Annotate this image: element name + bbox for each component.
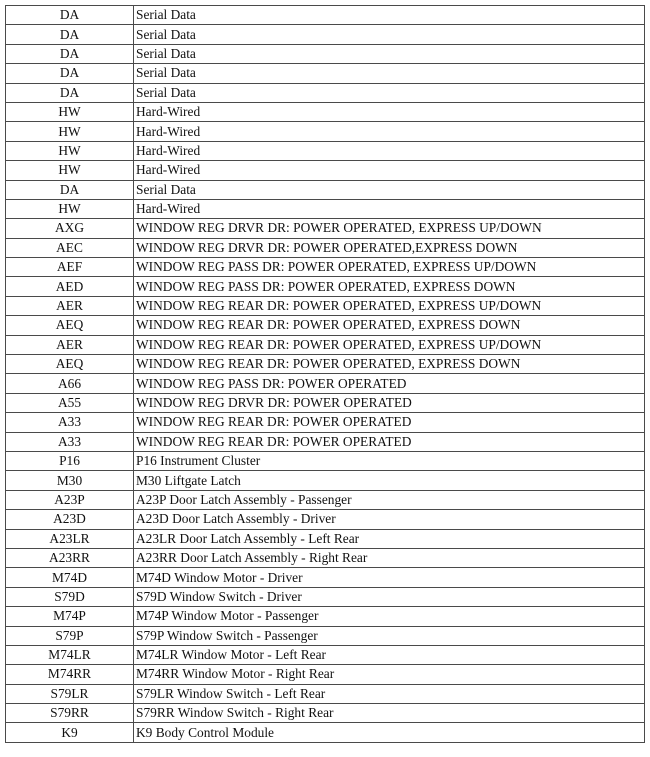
table-row — [6, 199, 645, 218]
row-code-cell: AEQ — [6, 316, 134, 335]
row-description-cell: S79LR Window Switch - Left Rear — [134, 684, 645, 703]
row-code-cell: A23D — [6, 510, 134, 529]
row-code-cell: S79D — [6, 587, 134, 606]
table-row — [6, 296, 645, 315]
row-description-cell: A23D Door Latch Assembly - Driver — [134, 510, 645, 529]
row-code-cell: A23RR — [6, 548, 134, 567]
row-description-cell: Hard-Wired — [134, 122, 645, 141]
row-description-cell: Hard-Wired — [134, 141, 645, 160]
row-description-cell: Serial Data — [134, 83, 645, 102]
row-description-cell: M74P Window Motor - Passenger — [134, 607, 645, 626]
row-description-cell: Serial Data — [134, 44, 645, 63]
table-row — [6, 626, 645, 645]
row-code-cell: M74D — [6, 568, 134, 587]
row-code-cell: DA — [6, 180, 134, 199]
row-description-cell: A23RR Door Latch Assembly - Right Rear — [134, 548, 645, 567]
table-row — [6, 64, 645, 83]
row-description-cell: WINDOW REG REAR DR: POWER OPERATED — [134, 413, 645, 432]
table-row — [6, 374, 645, 393]
row-code-cell: HW — [6, 161, 134, 180]
row-description-cell: WINDOW REG REAR DR: POWER OPERATED, EXPRESS UP/DOWN — [134, 335, 645, 354]
table-row — [6, 258, 645, 277]
row-description-cell: P16 Instrument Cluster — [134, 451, 645, 470]
table-row — [6, 704, 645, 723]
row-description-cell: WINDOW REG REAR DR: POWER OPERATED — [134, 432, 645, 451]
row-code-cell: AER — [6, 296, 134, 315]
table-row — [6, 102, 645, 121]
row-description-cell: Hard-Wired — [134, 102, 645, 121]
table-row — [6, 587, 645, 606]
table-row — [6, 180, 645, 199]
table-row — [6, 277, 645, 296]
row-description-cell: K9 Body Control Module — [134, 723, 645, 742]
table-row — [6, 238, 645, 257]
row-description-cell: WINDOW REG PASS DR: POWER OPERATED, EXPRESS UP/DOWN — [134, 258, 645, 277]
table-row — [6, 122, 645, 141]
row-code-cell: AXG — [6, 219, 134, 238]
row-description-cell: M74RR Window Motor - Right Rear — [134, 665, 645, 684]
table-row — [6, 316, 645, 335]
row-code-cell: HW — [6, 102, 134, 121]
row-code-cell: A23LR — [6, 529, 134, 548]
row-description-cell: Hard-Wired — [134, 199, 645, 218]
table-row — [6, 413, 645, 432]
table-row — [6, 684, 645, 703]
table-row — [6, 432, 645, 451]
row-code-cell: DA — [6, 83, 134, 102]
row-code-cell: DA — [6, 64, 134, 83]
row-description-cell: WINDOW REG REAR DR: POWER OPERATED, EXPRESS DOWN — [134, 355, 645, 374]
row-code-cell: HW — [6, 122, 134, 141]
table-row — [6, 529, 645, 548]
row-code-cell: AER — [6, 335, 134, 354]
table-row — [6, 141, 645, 160]
row-description-cell: WINDOW REG PASS DR: POWER OPERATED — [134, 374, 645, 393]
table-row — [6, 723, 645, 742]
table-row — [6, 161, 645, 180]
row-code-cell: A33 — [6, 432, 134, 451]
table-row — [6, 471, 645, 490]
table-row — [6, 44, 645, 63]
row-description-cell: S79D Window Switch - Driver — [134, 587, 645, 606]
row-code-cell: HW — [6, 199, 134, 218]
row-description-cell: Serial Data — [134, 64, 645, 83]
row-description-cell: Hard-Wired — [134, 161, 645, 180]
row-description-cell: WINDOW REG REAR DR: POWER OPERATED, EXPRESS UP/DOWN — [134, 296, 645, 315]
row-description-cell: WINDOW REG REAR DR: POWER OPERATED, EXPRESS DOWN — [134, 316, 645, 335]
row-code-cell: P16 — [6, 451, 134, 470]
row-description-cell: WINDOW REG DRVR DR: POWER OPERATED, EXPRESS UP/DOWN — [134, 219, 645, 238]
table-row — [6, 355, 645, 374]
row-code-cell: AEF — [6, 258, 134, 277]
table-row — [6, 83, 645, 102]
row-code-cell: S79LR — [6, 684, 134, 703]
table-row — [6, 490, 645, 509]
table-row — [6, 665, 645, 684]
row-description-cell: S79RR Window Switch - Right Rear — [134, 704, 645, 723]
row-code-cell: A33 — [6, 413, 134, 432]
table-row — [6, 510, 645, 529]
table-row — [6, 568, 645, 587]
row-description-cell: A23LR Door Latch Assembly - Left Rear — [134, 529, 645, 548]
table-row — [6, 25, 645, 44]
row-code-cell: DA — [6, 6, 134, 25]
row-description-cell: M74D Window Motor - Driver — [134, 568, 645, 587]
row-code-cell: A23P — [6, 490, 134, 509]
row-code-cell: AEC — [6, 238, 134, 257]
row-code-cell: DA — [6, 25, 134, 44]
table-row — [6, 548, 645, 567]
row-description-cell: M30 Liftgate Latch — [134, 471, 645, 490]
row-code-cell: K9 — [6, 723, 134, 742]
row-description-cell: WINDOW REG DRVR DR: POWER OPERATED,EXPRESS DOWN — [134, 238, 645, 257]
table-row — [6, 6, 645, 25]
row-code-cell: S79P — [6, 626, 134, 645]
row-code-cell: A55 — [6, 393, 134, 412]
table-row — [6, 645, 645, 664]
table-row — [6, 607, 645, 626]
row-description-cell: S79P Window Switch - Passenger — [134, 626, 645, 645]
row-code-cell: A66 — [6, 374, 134, 393]
row-description-cell: Serial Data — [134, 25, 645, 44]
row-code-cell: M74P — [6, 607, 134, 626]
row-description-cell: Serial Data — [134, 180, 645, 199]
row-description-cell: Serial Data — [134, 6, 645, 25]
row-description-cell: WINDOW REG PASS DR: POWER OPERATED, EXPRESS DOWN — [134, 277, 645, 296]
row-code-cell: M74LR — [6, 645, 134, 664]
row-code-cell: S79RR — [6, 704, 134, 723]
table-body — [6, 6, 645, 743]
row-code-cell: AED — [6, 277, 134, 296]
row-code-cell: AEQ — [6, 355, 134, 374]
table-row — [6, 335, 645, 354]
row-description-cell: WINDOW REG DRVR DR: POWER OPERATED — [134, 393, 645, 412]
row-code-cell: M74RR — [6, 665, 134, 684]
row-description-cell: M74LR Window Motor - Left Rear — [134, 645, 645, 664]
table-row — [6, 219, 645, 238]
row-description-cell: A23P Door Latch Assembly - Passenger — [134, 490, 645, 509]
table-row — [6, 393, 645, 412]
row-code-cell: DA — [6, 44, 134, 63]
row-code-cell: M30 — [6, 471, 134, 490]
row-code-cell: HW — [6, 141, 134, 160]
table-row — [6, 451, 645, 470]
data-table — [5, 5, 645, 743]
